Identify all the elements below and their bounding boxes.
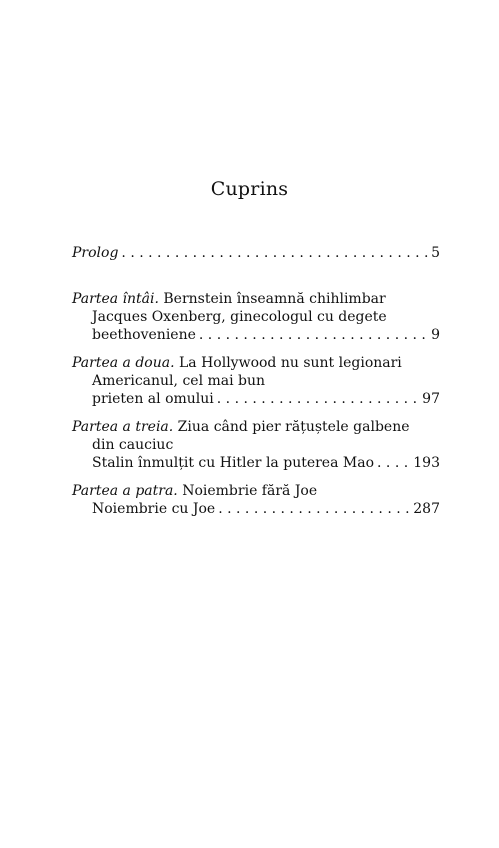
dot-leader xyxy=(218,500,410,518)
toc-part-label: Partea a treia. xyxy=(72,419,174,435)
toc-chapter-title: prieten al omului xyxy=(92,391,214,407)
toc-line xyxy=(72,290,440,308)
toc-entry-prolog xyxy=(72,244,440,262)
toc-part-title: Bernstein înseamnă chihlimbar xyxy=(158,291,386,307)
toc-part-label: Partea a patra. xyxy=(72,483,178,499)
toc-line xyxy=(72,436,440,454)
toc-chapter-title: Noiembrie cu Joe xyxy=(92,501,216,517)
toc-entry-part-4 xyxy=(72,482,440,518)
toc-entry-label: Prolog xyxy=(72,245,119,261)
toc-line xyxy=(72,326,440,344)
toc-page-number: 5 xyxy=(431,245,440,261)
dot-leader xyxy=(377,454,410,472)
toc-part-label: Partea a doua. xyxy=(72,355,175,371)
toc-line xyxy=(72,454,440,472)
toc-page-number: 97 xyxy=(422,391,440,407)
toc-part-title: Ziua când pier rățuștele galbene xyxy=(173,419,410,435)
dot-leader xyxy=(199,326,428,344)
table-of-contents xyxy=(72,244,440,518)
toc-chapter-title: Jacques Oxenberg, ginecologul cu degete xyxy=(92,309,387,325)
toc-page-number: 9 xyxy=(431,327,440,343)
toc-entry-part-2 xyxy=(72,354,440,408)
toc-line xyxy=(72,354,440,372)
toc-chapter-title: din cauciuc xyxy=(92,437,174,453)
toc-chapter-title: Americanul, cel mai bun xyxy=(92,373,266,389)
toc-part-label: Partea întâi. xyxy=(72,291,159,307)
dot-leader xyxy=(217,390,419,408)
dot-leader xyxy=(121,244,428,262)
page-title: Cuprins xyxy=(210,178,289,200)
toc-line xyxy=(72,500,440,518)
toc-part-title: La Hollywood nu sunt legionari xyxy=(174,355,402,371)
toc-line xyxy=(72,308,440,326)
toc-line xyxy=(72,482,440,500)
toc-entry-part-1 xyxy=(72,290,440,344)
toc-line xyxy=(72,390,440,408)
toc-page-number: 193 xyxy=(413,455,440,471)
toc-chapter-title: Stalin înmulțit cu Hitler la puterea Mao xyxy=(92,455,375,471)
toc-page-number: 287 xyxy=(413,501,440,517)
toc-chapter-title: beethoveniene xyxy=(92,327,196,343)
toc-line xyxy=(72,418,440,436)
toc-line xyxy=(72,244,440,262)
toc-line xyxy=(72,372,440,390)
toc-part-title: Noiembrie fără Joe xyxy=(177,483,318,499)
toc-entry-part-3 xyxy=(72,418,440,472)
